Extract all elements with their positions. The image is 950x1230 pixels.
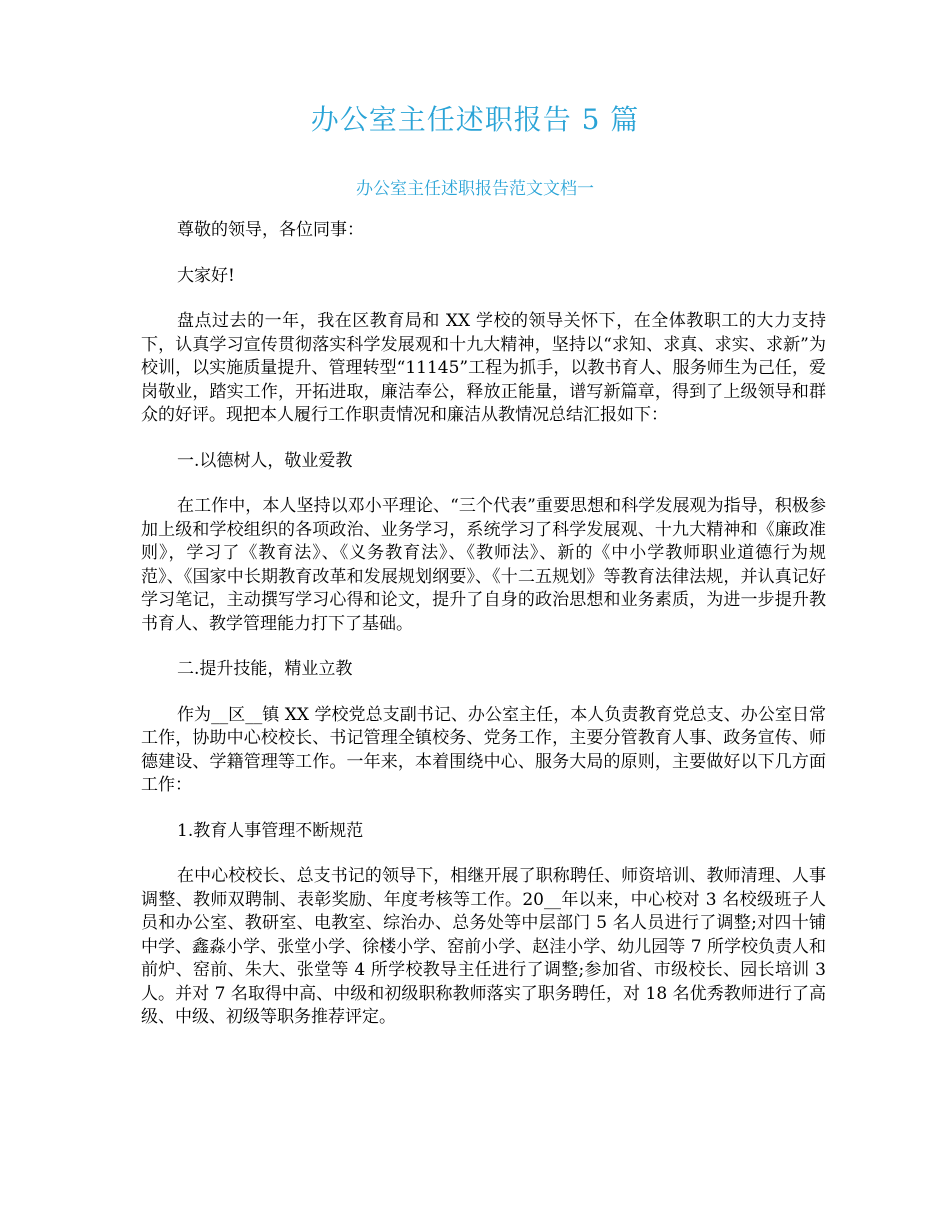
intro-paragraph: 盘点过去的一年，我在区教育局和 XX 学校的领导关怀下，在全体教职工的大力支持下，认真学习宣传贯彻落实科学发展观和十九大精神，坚持以“求知、求真、求实、求新”为校训，以实施质量提升、管理转型“11145”工程为抓手，以教书育人、服务师生为己任，爱岗敬业，踏实工作，开拓进取，廉洁奉公，释放正能量，谱写新篇章，得到了上级领导和群众的好评。现把本人履行工作职责情况和廉洁从教情况总结汇报如下： [141, 311, 826, 425]
salutation: 尊敬的领导，各位同事： [177, 220, 364, 240]
document-subtitle: 办公室主任述职报告范文文档一 [356, 179, 594, 199]
document-title: 办公室主任述职报告 5 篇 [310, 103, 640, 136]
document-body [141, 219, 826, 1030]
section-1-paragraph: 在工作中，本人坚持以邓小平理论、“三个代表”重要思想和科学发展观为指导，积极参加上级和学校组织的各项政治、业务学习，系统学习了科学发展观、十九大精神和《廉政准则》，学习了《教育法》、《义务教育法》、《教师法》、新的《中小学教师职业道德行为规范》、《国家中长期教育改革和发展规划纲要》、《十二五规划》等教育法律法规，并认真记好学习笔记，主动撰写学习心得和论文，提升了自身的政治思想和业务素质，为进一步提升教书育人、教学管理能力打下了基础。 [141, 496, 826, 634]
section-heading-2: 二.提升技能，精业立教 [177, 659, 353, 679]
section-heading-1: 一.以德树人，敬业爱教 [177, 450, 353, 471]
subsection-heading-1: 1.教育人事管理不断规范 [177, 820, 364, 841]
subsection-1-paragraph: 在中心校校长、总支书记的领导下，相继开展了职称聘任、师资培训、教师清理、人事调整、教师双聘制、表彰奖励、年度考核等工作。20__年以来，中心校对 3 名校级班子人员和办公室、教研室、电教室、综治办、总务处等中层部门 5 名人员进行了调整;对四十铺中学、鑫淼小学、张堂小学、徐楼小学、窑前小学、赵洼小学、幼儿园等 7 所学校负责人和前炉、窑前、朱大、张堂等 4 所学校教导主任进行了调整;参加省、市级校长、园长培训 3 人。并对 7 名取得中高、中级和初级职称教师落实了职务聘任，对 18 名优秀教师进行了高级、中级、初级等职务推荐评定。 [141, 866, 826, 1027]
section-2-paragraph: 作为__区__镇 XX 学校党总支副书记、办公室主任，本人负责教育党总支、办公室日常工作，协助中心校校长、书记管理全镇校务、党务工作，主要分管教育人事、政务宣传、师德建设、学籍管理等工作。一年来，本着围绕中心、服务大局的原则，主要做好以下几方面工作： [141, 704, 826, 795]
greeting: 大家好! [177, 265, 235, 286]
